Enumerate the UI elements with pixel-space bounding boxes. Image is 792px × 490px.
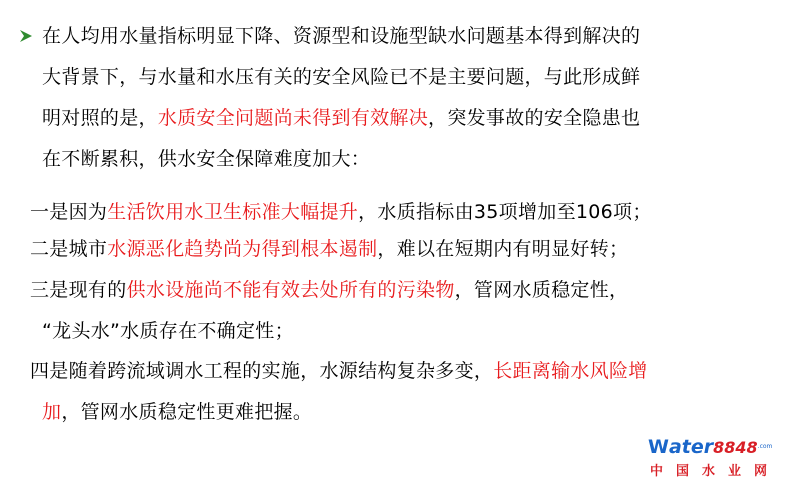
intro-text-4: 在不断累积，供水安全保障难度加大：: [42, 148, 371, 170]
logo-ater: ater: [668, 436, 714, 458]
item-two-highlight: 水源恶化趋势尚为得到根本遏制: [107, 238, 378, 260]
logo-chinese-name: 中国水业网: [650, 464, 781, 479]
item-one-text-b: ，水质指标由35项增加至106项；: [358, 201, 652, 223]
intro-text-1: 在人均用水量指标明显下降、资源型和设施型缺水问题基本得到解决的: [42, 25, 641, 47]
item-one-text-a: 一是因为: [30, 201, 108, 223]
item-four-highlight: 长距离输水风险增: [493, 360, 648, 382]
item-three-text-c: “龙头水”水质存在不确定性；: [42, 320, 294, 342]
item-one: [30, 198, 652, 226]
item-three: [30, 276, 628, 304]
logo-domain: .com: [757, 443, 773, 450]
intro-text-2: 大背景下，与水量和水压有关的安全风险已不是主要问题，与此形成鲜: [42, 66, 641, 88]
item-four-text-a: 四是随着跨流域调水工程的实施，水源结构复杂多变，: [30, 360, 494, 382]
intro-line-3: [42, 104, 640, 132]
item-two-text-a: 二是城市: [30, 238, 108, 260]
item-four-text-b: ，管网水质稳定性更难把握。: [61, 401, 313, 423]
intro-highlight: 水质安全问题尚未得到有效解决: [157, 107, 429, 129]
item-three-text-b: ，管网水质稳定性，: [454, 279, 629, 301]
item-three-continued: [42, 317, 294, 345]
item-four-continued: [42, 398, 312, 426]
item-four-highlight-2: 加: [42, 401, 62, 423]
intro-text-3b: ，突发事故的安全隐患也: [428, 107, 641, 129]
intro-line-4: [42, 145, 370, 173]
logo-w: W: [648, 436, 669, 458]
intro-line-2: [42, 63, 640, 91]
item-two-text-b: ，难以在短期内有明显好转；: [377, 238, 629, 260]
item-two: [30, 235, 628, 263]
item-three-highlight: 供水设施尚不能有效去处所有的污染物: [126, 279, 455, 301]
item-one-highlight: 生活饮用水卫生标准大幅提升: [107, 201, 359, 223]
logo-number: 8848: [713, 438, 758, 457]
item-three-text-a: 三是现有的: [30, 279, 127, 301]
intro-line-1: [42, 22, 640, 50]
logo-wordmark: [648, 436, 772, 459]
arrow-bullet-icon: [16, 22, 36, 50]
item-four: [30, 357, 648, 385]
intro-text-3a: 明对照的是，: [42, 107, 158, 129]
water8848-logo: [648, 436, 780, 480]
